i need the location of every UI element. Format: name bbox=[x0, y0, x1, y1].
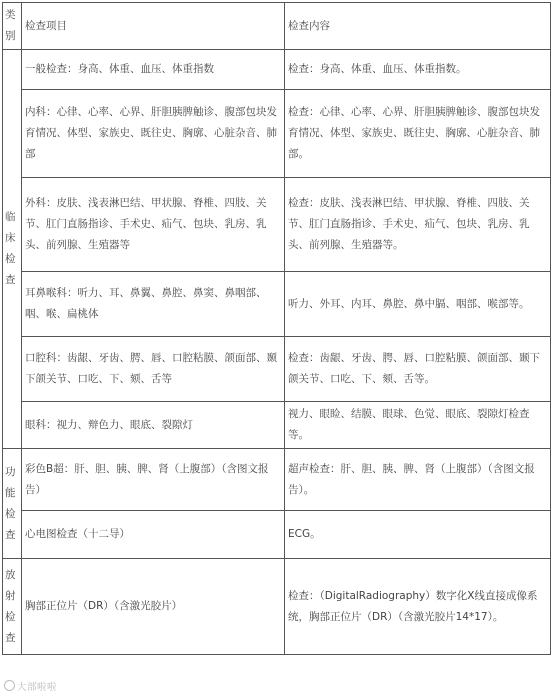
table-row bbox=[3, 402, 551, 449]
item-cell: 耳鼻喉科：听力、耳、鼻翼、鼻腔、鼻窦、鼻咽部、咽、喉、扁桃体 bbox=[22, 272, 285, 337]
content-cell: 视力、眼睑、结膜、眼球、色觉、眼底、裂隙灯检查等。 bbox=[285, 402, 551, 449]
category-functional: 功能检查 bbox=[3, 449, 22, 559]
item-cell: 胸部正位片（DR）（含激光胶片） bbox=[22, 559, 285, 655]
category-clinical: 临床检查 bbox=[3, 50, 22, 449]
table-row bbox=[3, 50, 551, 90]
content-cell: 检查：心律、心率、心界、肝胆胰脾触诊、腹部包块发育情况、体型、家族史、既往史、胸廓、心脏杂音、肺部。 bbox=[285, 90, 551, 178]
content-cell: 检查：皮肤、浅表淋巴结、甲状腺、脊椎、四肢、关节、肛门直肠指诊、手术史、疝气、包块、乳房、乳头、前列腺、生殖器等。 bbox=[285, 178, 551, 272]
table-row bbox=[3, 90, 551, 178]
item-cell: 外科：皮肤、浅表淋巴结、甲状腺、脊椎、四肢、关节、肛门直肠指诊、手术史、疝气、包块、乳房、乳头、前列腺、生殖器等 bbox=[22, 178, 285, 272]
item-cell: 彩色B超：肝、胆、胰、脾、肾（上腹部）（含图文报告） bbox=[22, 449, 285, 511]
content-cell: 听力、外耳、内耳、鼻腔、鼻中膈、咽部、喉部等。 bbox=[285, 272, 551, 337]
content-cell: 检查：身高、体重、血压、体重指数。 bbox=[285, 50, 551, 90]
category-radiology: 放射检查 bbox=[3, 559, 22, 655]
table-row bbox=[3, 511, 551, 559]
item-cell: 一般检查：身高、体重、血压、体重指数 bbox=[22, 50, 285, 90]
table-row bbox=[3, 178, 551, 272]
header-row bbox=[3, 3, 551, 50]
header-content: 检查内容 bbox=[285, 3, 551, 50]
item-cell: 眼科：视力、辩色力、眼底、裂隙灯 bbox=[22, 402, 285, 449]
watermark bbox=[4, 679, 57, 693]
table-row bbox=[3, 337, 551, 402]
exam-table bbox=[2, 2, 551, 655]
header-category: 类别 bbox=[3, 3, 22, 50]
content-cell: 检查：（DigitalRadiography）数字化X线直接成像系统，胸部正位片（DR）（含激光胶片14*17）。 bbox=[285, 559, 551, 655]
content-cell: 超声检查：肝、胆、胰、脾、肾（上腹部）（含图文报告）。 bbox=[285, 449, 551, 511]
item-cell: 心电图检查（十二导） bbox=[22, 511, 285, 559]
watermark-icon bbox=[4, 680, 15, 691]
content-cell: 检查：齿龈、牙齿、腭、唇、口腔粘膜、颌面部、颞下颌关节、口吃、下、颏、舌等。 bbox=[285, 337, 551, 402]
content-cell: ECG。 bbox=[285, 511, 551, 559]
watermark-text: 大部啦啦 bbox=[17, 682, 58, 693]
table-row bbox=[3, 449, 551, 511]
header-item: 检查项目 bbox=[22, 3, 285, 50]
table-row bbox=[3, 559, 551, 655]
item-cell: 口腔科：齿龈、牙齿、腭、唇、口腔粘膜、颌面部、颞下颌关节、口吃、下、颏、舌等 bbox=[22, 337, 285, 402]
item-cell: 内科：心律、心率、心界、肝胆胰脾触诊、腹部包块发育情况、体型、家族史、既往史、胸廓、心脏杂音、肺部 bbox=[22, 90, 285, 178]
table-row bbox=[3, 272, 551, 337]
